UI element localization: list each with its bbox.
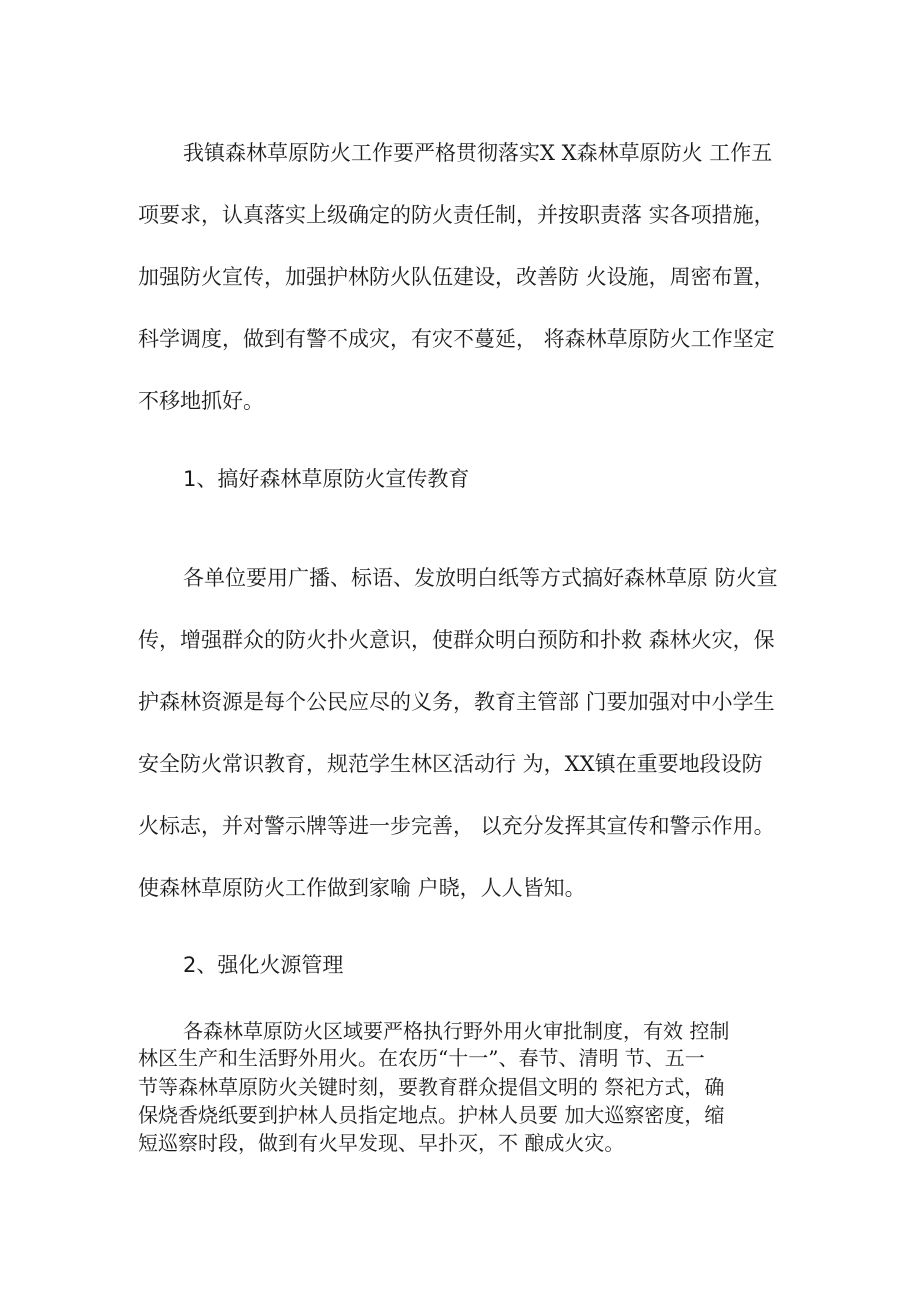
paragraph-1-line-1: 我镇森林草原防火工作要严格贯彻落实X X森林草原防火 工作五: [183, 141, 773, 165]
paragraph-2-line-6: 使森林草原防火工作做到家喻 户晓，人人皆知。: [138, 876, 586, 900]
paragraph-3-line-2: 林区生产和生活野外用火。在农历“十一”、春节、清明 节、五一: [138, 1046, 705, 1070]
paragraph-3-line-5: 短巡察时段，做到有火早发现、早扑灭，不 酿成火灾。: [138, 1131, 625, 1155]
paragraph-3-line-4: 保烧香烧纸要到护林人员指定地点。护林人员要 加大巡察密度，缩: [138, 1103, 725, 1127]
paragraph-2-line-5: 火标志，并对警示牌等进一步完善， 以充分发挥其宣传和警示作用。: [138, 814, 775, 838]
paragraph-2-line-2: 传，增强群众的防火扑火意识，使群众明白预防和扑救 森林火灾，保: [138, 628, 775, 652]
section-2-heading: 2、强化火源管理: [183, 953, 344, 977]
paragraph-1-line-2: 项要求，认真落实上级确定的防火责任制，并按职责落 实各项措施，: [138, 203, 775, 227]
section-1-heading: 1、搞好森林草原防火宣传教育: [183, 467, 470, 491]
paragraph-2-line-4: 安全防火常识教育，规范学生林区活动行 为，XX镇在重要地段设防: [138, 752, 763, 776]
paragraph-3-line-1: 各森林草原防火区域要严格执行野外用火审批制度，有效 控制: [183, 1019, 730, 1043]
paragraph-2-line-3: 护森林资源是每个公民应尽的义务，教育主管部 门要加强对中小学生: [138, 690, 775, 714]
paragraph-2-line-1: 各单位要用广播、标语、发放明白纸等方式搞好森林草原 防火宣: [183, 566, 778, 590]
paragraph-1-line-3: 加强防火宣传，加强护林防火队伍建设，改善防 火设施，周密布置，: [138, 265, 775, 289]
paragraph-3-line-3: 节等森林草原防火关键时刻，要教育群众提倡文明的 祭祀方式，确: [138, 1075, 725, 1099]
paragraph-1-line-5: 不移地抓好。: [138, 389, 264, 413]
paragraph-1-line-4: 科学调度，做到有警不成灾，有灾不蔓延， 将森林草原防火工作坚定: [138, 327, 775, 351]
